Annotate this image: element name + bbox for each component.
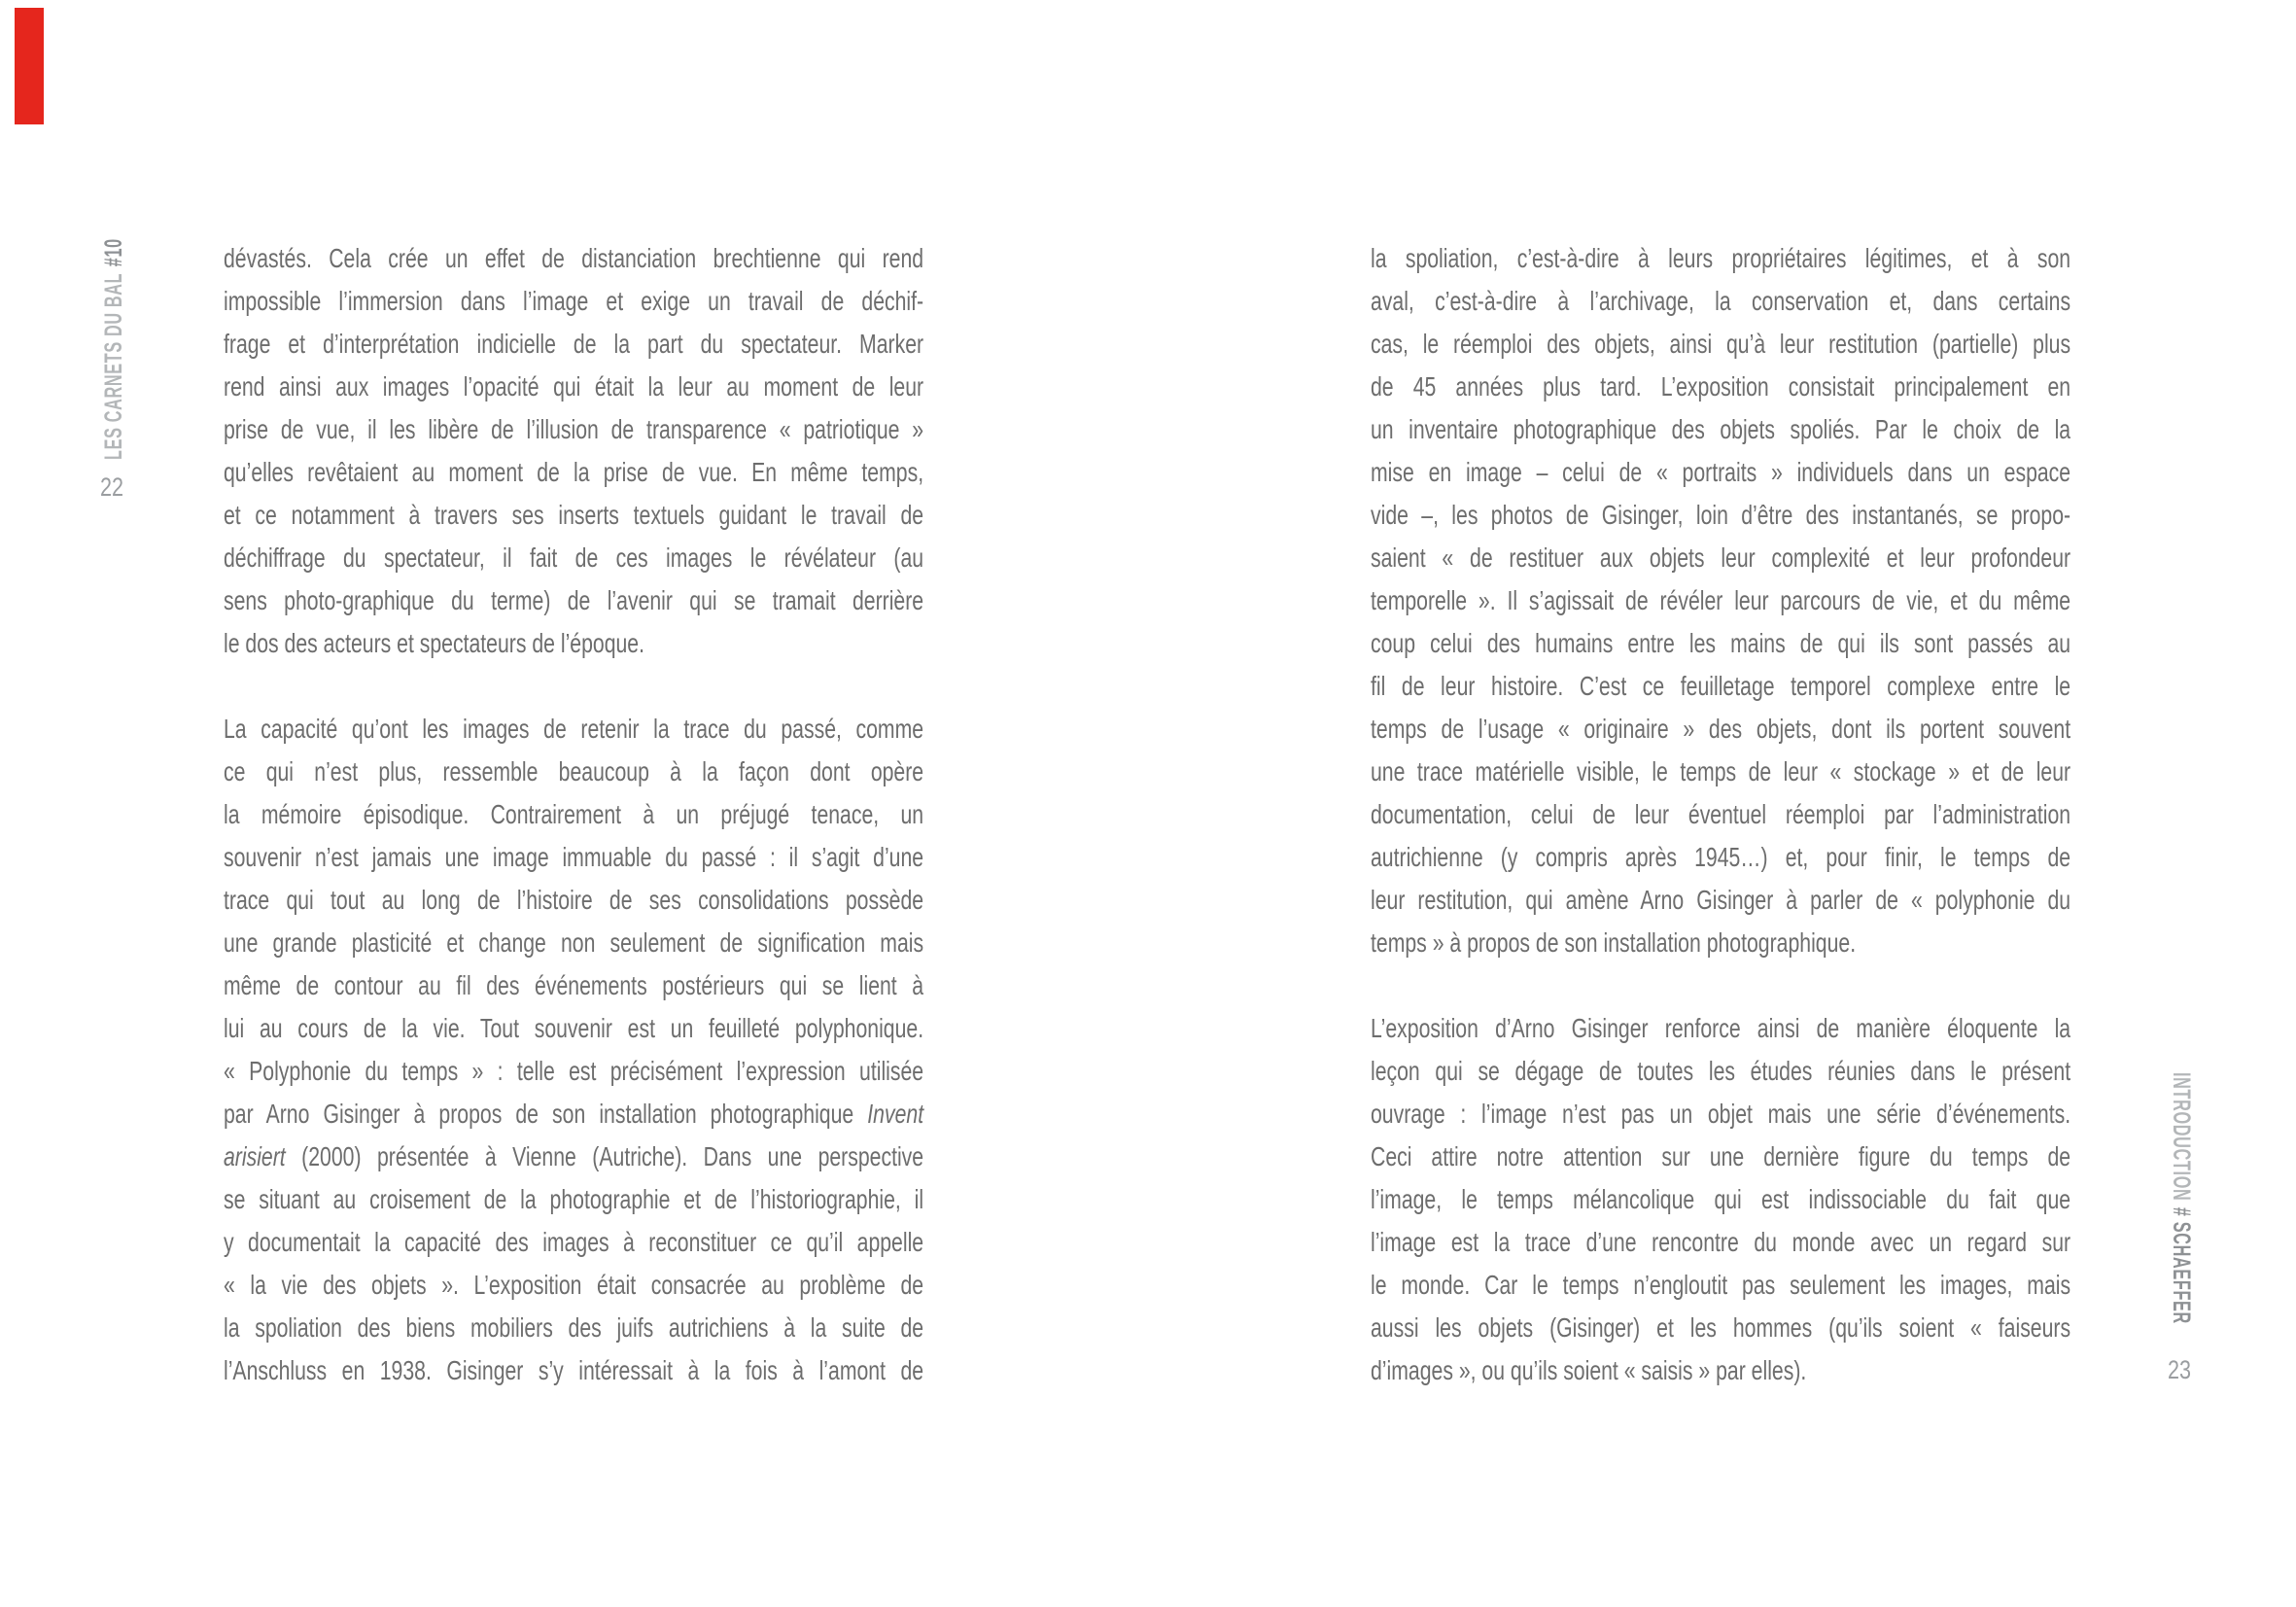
text-line: mise en image – celui de « portraits » individuels dans un espace <box>1371 457 2071 487</box>
text-line: leur restitution, qui amène Arno Gisinger à parler de « polyphonie du <box>1371 885 2071 915</box>
text-line: temps de l’usage « originaire » des objets, dont ils portent souvent <box>1371 714 2071 744</box>
text-line: y documentait la capacité des images à reconstituer ce qu’il appelle <box>224 1227 924 1257</box>
text-line: la spoliation, c’est-à-dire à leurs propriétaires légitimes, et à son <box>1371 243 2071 273</box>
text-line: arisiert (2000) présentée à Vienne (Autriche). Dans une perspective <box>224 1141 924 1171</box>
page-number-left: 22 <box>100 472 124 502</box>
text-line: documentation, celui de leur éventuel réemploi par l’administration <box>1371 799 2071 829</box>
text-line: Ceci attire notre attention sur une dernière figure du temps de <box>1371 1141 2071 1171</box>
text-line: le dos des acteurs et spectateurs de l’époque. <box>224 628 645 658</box>
text-line: dévastés. Cela crée un effet de distanciation brechtienne qui rend <box>224 243 924 273</box>
text-line: rend ainsi aux images l’opacité qui était la leur au moment de leur <box>224 371 924 402</box>
text-line: fil de leur histoire. C’est ce feuilletage temporel complexe entre le <box>1371 671 2071 701</box>
text-line: aussi les objets (Gisinger) et les hommes (qu’ils soient « faiseurs <box>1371 1312 2071 1343</box>
text-line: une trace matérielle visible, le temps de leur « stockage » et de leur <box>1371 756 2071 786</box>
text-line: par Arno Gisinger à propos de son installation photographique Invent <box>224 1099 924 1129</box>
text-line: l’image, le temps mélancolique qui est indissociable du fait que <box>1371 1184 2071 1214</box>
text-line: trace qui tout au long de l’histoire de ses consolidations possède <box>224 885 924 915</box>
text-line: une grande plasticité et change non seulement de signification mais <box>224 927 924 958</box>
text-line: un inventaire photographique des objets spoliés. Par le choix de la <box>1371 414 2071 444</box>
text-line: « la vie des objets ». L’exposition était consacrée au problème de <box>224 1270 924 1300</box>
paragraph <box>224 237 923 665</box>
text-column-right <box>1371 237 2070 1392</box>
text-column-left <box>224 237 923 1392</box>
series-title: LES CARNETS DU BAL <box>100 272 127 460</box>
text-line: l’image est la trace d’une rencontre du monde avec un regard sur <box>1371 1227 2071 1257</box>
red-bookmark-ribbon <box>15 8 44 124</box>
text-line: se situant au croisement de la photographie et de l’historiographie, il <box>224 1184 924 1214</box>
text-line: frage et d’interprétation indicielle de la part du spectateur. Marker <box>224 329 924 359</box>
text-line: de 45 années plus tard. L’exposition consistait principalement en <box>1371 371 2071 402</box>
text-line: saient « de restituer aux objets leur complexité et leur profondeur <box>1371 542 2071 573</box>
text-line: temps » à propos de son installation photographique. <box>1371 927 1857 958</box>
page-number-right: 23 <box>2168 1355 2192 1384</box>
text-line: L’exposition d’Arno Gisinger renforce ainsi de manière éloquente la <box>1371 1013 2071 1043</box>
section-title: INTRODUCTION <box>2168 1072 2195 1202</box>
text-line: cas, le réemploi des objets, ainsi qu’à leur restitution (partielle) plus <box>1371 329 2071 359</box>
text-line: coup celui des humains entre les mains de qui ils sont passés au <box>1371 628 2071 658</box>
text-line: temporelle ». Il s’agissait de révéler leur parcours de vie, et du même <box>1371 585 2071 615</box>
author-name: # SCHAEFFER <box>2168 1206 2195 1324</box>
text-line: la spoliation des biens mobiliers des juifs autrichiens à la suite de <box>224 1312 924 1343</box>
text-line: aval, c’est-à-dire à l’archivage, la conservation et, dans certains <box>1371 286 2071 316</box>
text-line: déchiffrage du spectateur, il fait de ces images le révélateur (au <box>224 542 924 573</box>
text-line: ce qui n’est plus, ressemble beaucoup à la façon dont opère <box>224 756 924 786</box>
text-line: l’Anschluss en 1938. Gisinger s’y intéressait à la fois à l’amont de <box>224 1355 924 1385</box>
text-line: vide –, les photos de Gisinger, loin d’être des instantanés, se propo- <box>1371 500 2071 530</box>
text-line: même de contour au fil des événements postérieurs qui se lient à <box>224 970 924 1000</box>
text-line: et ce notamment à travers ses inserts textuels guidant le travail de <box>224 500 924 530</box>
paragraph <box>1371 1007 2070 1392</box>
left-margin-label <box>100 238 128 460</box>
issue-number: #10 <box>100 238 127 267</box>
right-margin-label <box>2167 1072 2195 1324</box>
text-line: ouvrage : l’image n’est pas un objet mais une série d’événements. <box>1371 1099 2071 1129</box>
text-line: qu’elles revêtaient au moment de la prise de vue. En même temps, <box>224 457 924 487</box>
text-line: leçon qui se dégage de toutes les études réunies dans le présent <box>1371 1056 2071 1086</box>
text-line: La capacité qu’ont les images de retenir la trace du passé, comme <box>224 714 924 744</box>
text-line: souvenir n’est jamais une image immuable du passé : il s’agit d’une <box>224 842 924 872</box>
text-line: d’images », ou qu’ils soient « saisis » par elles). <box>1371 1355 1807 1385</box>
text-line: le monde. Car le temps n’engloutit pas seulement les images, mais <box>1371 1270 2071 1300</box>
text-line: la mémoire épisodique. Contrairement à un préjugé tenace, un <box>224 799 924 829</box>
text-line: prise de vue, il les libère de l’illusion de transparence « patriotique » <box>224 414 924 444</box>
paragraph <box>224 708 923 1392</box>
text-line: « Polyphonie du temps » : telle est précisément l’expression utilisée <box>224 1056 924 1086</box>
paragraph <box>1371 237 2070 964</box>
text-line: autrichienne (y compris après 1945…) et, pour finir, le temps de <box>1371 842 2071 872</box>
text-line: lui au cours de la vie. Tout souvenir est un feuilleté polyphonique. <box>224 1013 924 1043</box>
text-line: impossible l’immersion dans l’image et exige un travail de déchif- <box>224 286 924 316</box>
text-line: sens photo-graphique du terme) de l’avenir qui se tramait derrière <box>224 585 924 615</box>
